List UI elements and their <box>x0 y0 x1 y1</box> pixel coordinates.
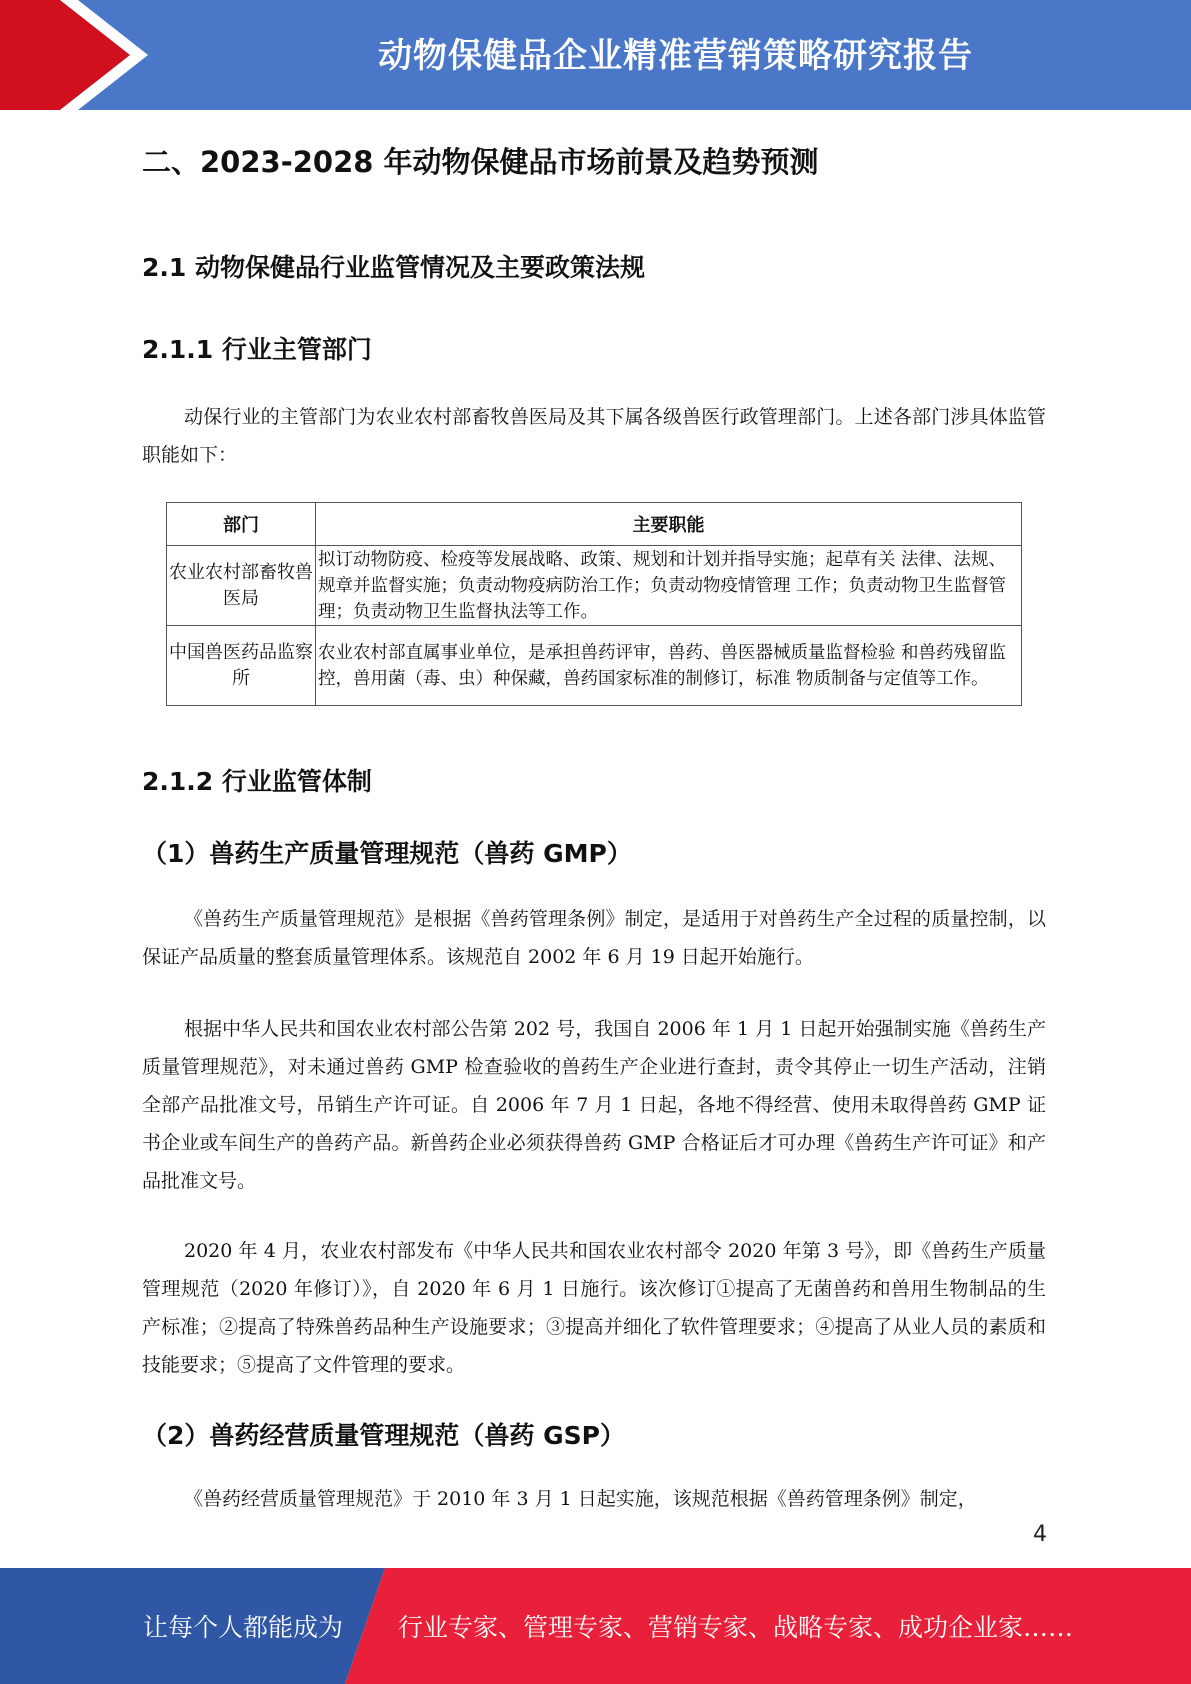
table-row <box>167 546 1022 626</box>
table-row <box>167 626 1022 706</box>
footer-band <box>0 1568 1191 1684</box>
intro-paragraph: 动保行业的主管部门为农业农村部畜牧兽医局及其下属各级兽医行政管理部门。上述各部门涉具体监管职能如下： <box>142 406 1046 466</box>
header-band <box>0 0 1191 110</box>
footer-slogan-left: 让每个人都能成为 <box>143 1613 344 1642</box>
report-title: 动物保健品企业精准营销策略研究报告 <box>378 36 973 76</box>
gmp-paragraph-1: 《兽药生产质量管理规范》是根据《兽药管理条例》制定，是适用于对兽药生产全过程的质量控制，以保证产品质量的整套质量管理体系。该规范自 2002 年 6 月 19 日起开始施行。 <box>142 908 1046 968</box>
table-header-duty: 主要职能 <box>316 503 1022 546</box>
gmp-paragraph-2: 根据中华人民共和国农业农村部公告第 202 号，我国自 2006 年 1 月 1 日起开始强制实施《兽药生产质量管理规范》，对未通过兽药 GMP 检查验收的兽药生产企业进行查封，责令其停止一切生产活动，注销全部产品批准文号，吊销生产许可证。自 2006 年 7 月 1 日起，各地不得经营、使用未取得兽药 GMP 证书企业或车间生产的兽药产品。新兽药企业必须获得兽药 GMP 合格证后才可办理《兽药生产许可证》和产品批准文号。 <box>142 1018 1046 1192</box>
gsp-paragraph-1: 《兽药经营质量管理规范》于 2010 年 3 月 1 日起实施，该规范根据《兽药管理条例》制定， <box>184 1488 977 1510</box>
subsection-2-1-1-heading: 2.1.1 行业主管部门 <box>142 335 372 364</box>
subsection-2-1-2-heading: 2.1.2 行业监管体制 <box>142 767 372 796</box>
gmp-paragraph-3: 2020 年 4 月，农业农村部发布《中华人民共和国农业农村部令 2020 年第 3 号》，即《兽药生产质量管理规范（2020 年修订）》，自 2020 年 6 月 1 日施行。该次修订①提高了无菌兽药和兽用生物制品的生产标准；②提高了特殊兽药品种生产设施要求；③提高并细化了软件管理要求；④提高了从业人员的素质和技能要求；⑤提高了文件管理的要求。 <box>142 1240 1046 1376</box>
subsection-2-1-heading: 2.1 动物保健品行业监管情况及主要政策法规 <box>142 253 645 282</box>
footer-slogan-right: 行业专家、管理专家、营销专家、战略专家、成功企业家…… <box>398 1613 1074 1642</box>
page-number: 4 <box>1033 1522 1047 1547</box>
department-duty-table <box>166 502 1022 706</box>
table-cell-dept: 中国兽医药品监察所 <box>167 626 316 706</box>
table-cell-duty: 拟订动物防疫、检疫等发展战略、政策、规划和计划并指导实施；起草有关 法律、法规、规章并监督实施；负责动物疫病防治工作；负责动物疫情管理 工作；负责动物卫生监督管理；负责动物卫生监督执法等工作。 <box>316 546 1022 626</box>
gmp-heading: （1）兽药生产质量管理规范（兽药 GMP） <box>142 839 632 868</box>
table-header-dept: 部门 <box>167 503 316 546</box>
table-cell-duty: 农业农村部直属事业单位，是承担兽药评审，兽药、兽医器械质量监督检验 和兽药残留监控，兽用菌（毒、虫）种保藏，兽药国家标准的制修订，标准 物质制备与定值等工作。 <box>316 626 1022 706</box>
gsp-heading: （2）兽药经营质量管理规范（兽药 GSP） <box>142 1421 625 1450</box>
table-cell-dept: 农业农村部畜牧兽医局 <box>167 546 316 626</box>
section-heading: 二、2023-2028 年动物保健品市场前景及趋势预测 <box>142 145 819 179</box>
header-chevron-decoration <box>0 0 160 110</box>
